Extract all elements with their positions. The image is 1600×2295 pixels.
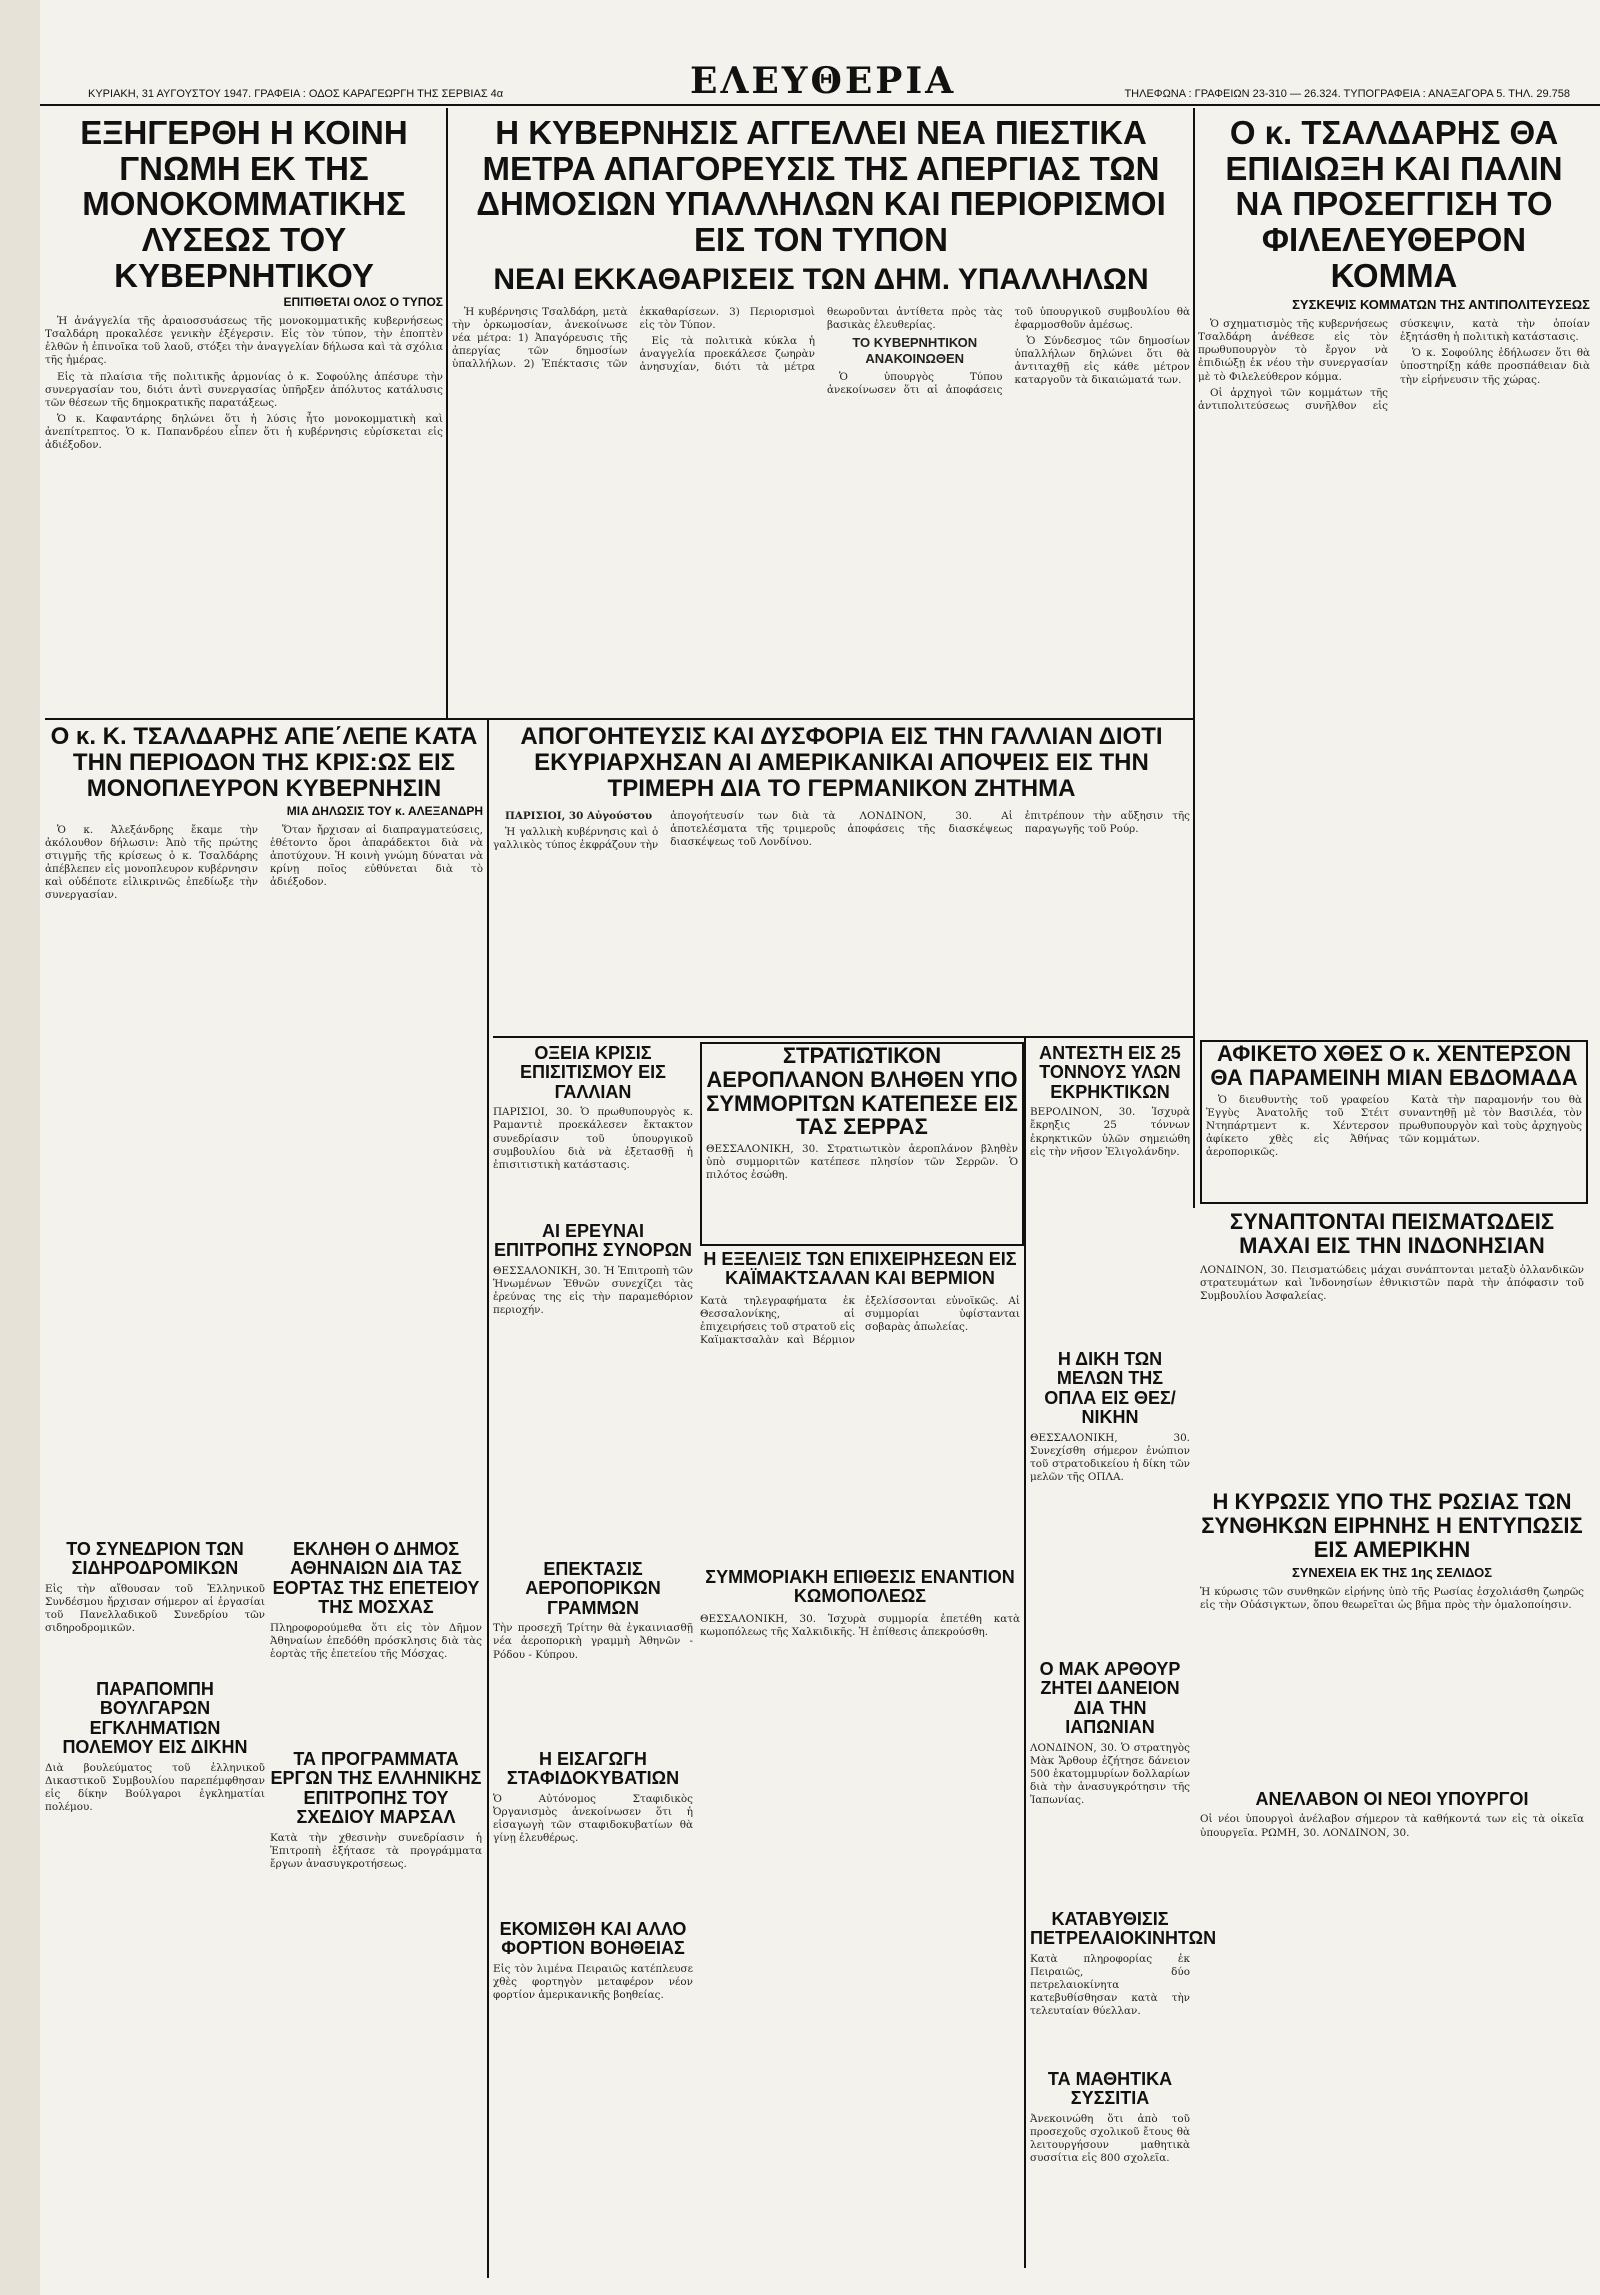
article-body: Κατὰ τὴν χθεσινὴν συνεδρίασιν ἡ Ἐπιτροπὴ ἐξήτασε τὰ προγράμματα ἔργων ἀνασυγκροτήσεως.: [270, 1831, 482, 1870]
headline: ΕΚΛΗΘΗ Ο ΔΗΜΟΣ ΑΘΗΝΑΙΩΝ ΔΙΑ ΤΑΣ ΕΟΡΤΑΣ ΤΗΣ ΕΠΕΤΕΙΟΥ ΤΗΣ ΜΟΣΧΑΣ: [272, 1539, 480, 1618]
headline: Η ΚΥΒΕΡΝΗΣΙΣ ΑΓΓΕΛΛΕΙ ΝΕΑ ΠΙΕΣΤΙΚΑ ΜΕΤΡΑ ΑΠΑΓΟΡΕΥΣΙΣ ΤΗΣ ΑΠΕΡΓΙΑΣ ΤΩΝ ΔΗΜΟΣΙΩΝ ΥΠΑΛΛΗΛΩΝ ΚΑΙ ΠΕΡΙΟΡΙΣΜΟΙ ΕΙΣ ΤΟΝ ΤΥΠΟΝ: [476, 114, 1166, 258]
article-france-food-crisis: [493, 1044, 693, 1214]
box-title: ΤΟ ΚΥΒΕΡΝΗΤΙΚΟΝ ΑΝΑΚΟΙΝΩΘΕΝ: [852, 335, 978, 367]
paragraph: Κατὰ τὴν παραμονήν του θὰ συναντηθῇ μὲ τὸν Βασιλέα, τὸν πρωθυπουργὸν καὶ τοὺς ἀρχηγοὺς τῶν κομμάτων.: [1399, 1093, 1582, 1145]
article-peace-treaties: [1200, 1490, 1584, 1780]
masthead-phones: ΤΗΛΕΦΩΝΑ : ΓΡΑΦΕΙΩΝ 23-310 — 26.324. ΤΥΠΟΓΡΑΦΕΙΑ : ΑΝΑΞΑΓΟΡΑ 5. ΤΗΛ. 29.758: [1124, 88, 1570, 100]
paragraph: Ἡ γαλλικὴ κυβέρνησις καὶ ὁ γαλλικὸς τύπος ἐκφράζουν τὴν ἀπογοήτευσίν των διὰ τὰ ἀποτελέσματα τῆς τριμεροῦς διασκέψεως τοῦ Λονδίνου.: [493, 809, 836, 851]
headline: ΤΟ ΣΥΝΕΔΡΙΟΝ ΤΩΝ ΣΙΔΗΡΟΔΡΟΜΙΚΩΝ: [66, 1539, 244, 1579]
headline: ΕΞΗΓΕΡΘΗ Η ΚΟΙΝΗ ΓΝΩΜΗ ΕΚ ΤΗΣ ΜΟΝΟΚΟΜΜΑΤΙΚΗΣ ΛΥΣΕΩΣ ΤΟΥ ΚΥΒΕΡΝΗΤΙΚΟΥ: [80, 114, 408, 294]
article-opla-trial: [1030, 1350, 1190, 1650]
paragraph: Ὁ σχηματισμὸς τῆς κυβερνήσεως Τσαλδάρη ἀνέθεσε εἰς τὸν πρωθυπουργὸν τὸ ἔργον νὰ ἐπιδιώξῃ ἐκ νέου τὴν συνεργασίαν μὲ τὸ Φιλελεύθερον κόμμα.: [1198, 318, 1388, 383]
headline: ΑΝΕΛΑΒΟΝ ΟΙ ΝΕΟΙ ΥΠΟΥΡΓΟΙ: [1255, 1789, 1529, 1809]
article-body: ΛΟΝΔΙΝΟΝ, 30. Ὁ στρατηγὸς Μὰκ Ἄρθουρ ἐζήτησε δάνειον 500 ἑκατομμυρίων δολλαρίων διὰ τὴν ἀνασυγκρότησιν τῆς Ἰαπωνίας.: [1030, 1741, 1190, 1807]
article-body: Οἱ νέοι ὑπουργοὶ ἀνέλαβον σήμερον τὰ καθήκοντά των εἰς τὰ οἰκεῖα ὑπουργεῖα. ΡΩΜΗ, 30. ΛΟΝΔΙΝΟΝ, 30.: [1200, 1813, 1584, 1839]
paragraph: Ὁ ὑπουργὸς Τύπου ἀνεκοίνωσεν ὅτι αἱ ἀποφάσεις τοῦ ὑπουργικοῦ συμβουλίου θὰ ἐφαρμοσθοῦν ἀμέσως.: [827, 305, 1190, 396]
article-body: Εἰς τὴν αἴθουσαν τοῦ Ἑλληνικοῦ Συνδέσμου ἤρχισαν σήμερον αἱ ἐργασίαι τοῦ Πανελλαδικοῦ Συνεδρίου τῶν σιδηροδρομικῶν.: [45, 1582, 265, 1635]
article-macarthur-loan: [1030, 1660, 1190, 1900]
article-body: [1202, 1090, 1586, 1188]
article-air-routes: [493, 1560, 693, 1740]
paragraph: Ὁ Σύνδεσμος τῶν δημοσίων ὑπαλλήλων δηλώνει ὅτι θὰ ἀντιταχθῇ εἰς κάθε μέτρον καταργοῦν τὰ δικαιώματά των.: [1014, 335, 1190, 387]
paragraph: ΛΟΝΔΙΝΟΝ, 30. Αἱ ἀποφάσεις τῆς διασκέψεως ἐπιτρέπουν τὴν αὔξησιν τῆς παραγωγῆς τοῦ Ρούρ.: [847, 809, 1190, 835]
subhead: ΝΕΑΙ ΕΚΚΑΘΑΡΙΣΕΙΣ ΤΩΝ ΔΗΜ. ΥΠΑΛΛΗΛΩΝ: [493, 262, 1149, 296]
article-explosives: [1030, 1044, 1190, 1344]
article-operations: [700, 1250, 1020, 1560]
headline: ΑΦΙΚΕΤΟ ΧΘΕΣ Ο κ. ΧΕΝΤΕΡΣΟΝ ΘΑ ΠΑΡΑΜΕΙΝΗ ΜΙΑΝ ΕΒΔΟΜΑΔΑ: [1210, 1041, 1578, 1090]
article-raid-town: [700, 1568, 1020, 1788]
article-body: ΘΕΣΣΑΛΟΝΙΚΗ, 30. Συνεχίσθη σήμερον ἐνώπιον τοῦ στρατοδικείου ἡ δίκη τῶν μελῶν τῆς ΟΠΛΑ.: [1030, 1431, 1190, 1484]
article-new-measures: [452, 115, 1190, 715]
masthead-date-line: ΚΥΡΙΑΚΗ, 31 ΑΥΓΟΥΣΤΟΥ 1947. ΓΡΑΦΕΙΑ : ΟΔΟΣ ΚΑΡΑΓΕΩΡΓΗ ΤΗΣ ΣΕΡΒΙΑΣ 4α: [88, 88, 504, 100]
paragraph: Εἰς τὰ πλαίσια τῆς πολιτικῆς ἀρμονίας ὁ κ. Σοφούλης ἀπέσυρε τὴν συνεργασίαν του, διότι ἀντὶ συνεργασίας ὑπῆρξεν ἀπόλυτος κατάλυσις τῶν θέσεων τῆς δημοκρατικῆς παρατάξεως.: [45, 370, 443, 409]
article-body: Τὴν προσεχῆ Τρίτην θὰ ἐγκαινιασθῇ νέα ἀεροπορικὴ γραμμὴ Ἀθηνῶν - Ρόδου - Κύπρου.: [493, 1622, 693, 1661]
article-body: ΘΕΣΣΑΛΟΝΙΚΗ, 30. Ἰσχυρὰ συμμορία ἐπετέθη κατὰ κωμοπόλεως τῆς Χαλκιδικῆς. Ἡ ἐπίθεσις ἀπεκρούσθη.: [700, 1612, 1020, 1638]
article-body: ΘΕΣΣΑΛΟΝΙΚΗ, 30. Ἡ Ἐπιτροπὴ τῶν Ἡνωμένων Ἐθνῶν συνεχίζει τὰς ἐρεύνας της εἰς τὴν παραμεθόριον περιοχήν.: [493, 1264, 693, 1317]
scan-margin: [0, 0, 40, 2295]
paragraph: Ὁ κ. Ἀλεξάνδρης ἔκαμε τὴν ἀκόλουθον δήλωσιν: Ἀπὸ τῆς πρώτης στιγμῆς τῆς κρίσεως ὁ κ. Τσαλδάρης ἀπέβλεπεν εἰς μονοπλευρον κυβέρνησιν καὶ οὐδέποτε εἰλικρινῶς ἐπεδίωξε τὴν συνεργασίαν.: [45, 823, 258, 902]
article-body: [45, 824, 483, 1524]
headline: ΟΞΕΙΑ ΚΡΙΣΙΣ ΕΠΙΣΙΤΙΣΜΟΥ ΕΙΣ ΓΑΛΛΙΑΝ: [520, 1043, 666, 1102]
paragraph: Ἡ κυβέρνησις Τσαλδάρη, μετὰ τὴν ὁρκωμοσίαν, ἀνεκοίνωσε νέα μέτρα: 1) Ἀπαγόρευσις τῆς ἀπεργίας τῶν δημοσίων ὑπαλλήλων. 2) Ἐπέκτασις τῶν ἐκκαθαρίσεων. 3) Περιορισμοὶ εἰς τὸν Τύπον.: [452, 305, 815, 371]
headline: ΑΝΤΕΣΤΗ ΕΙΣ 25 ΤΟΝΝΟΥΣ ΥΛΩΝ ΕΚΡΗΚΤΙΚΩΝ: [1039, 1043, 1181, 1102]
article-henderson-arrival: [1200, 1040, 1588, 1204]
article-railway-congress: [45, 1540, 265, 1670]
divider: [45, 718, 1193, 720]
dateline: ΠΑΡΙΣΙΟΙ, 30 Αὐγούστου: [505, 809, 653, 822]
headline: Η ΕΙΣΑΓΩΓΗ ΣΤΑΦΙΔΟΚΥΒΑΤΙΩΝ: [506, 1749, 680, 1789]
subhead: ΜΙΑ ΔΗΛΩΣΙΣ ΤΟΥ κ. ΑΛΕΞΑΝΔΡΗ: [286, 803, 483, 818]
article-body: Ἡ κύρωσις τῶν συνθηκῶν εἰρήνης ὑπὸ τῆς Ρωσίας ἐσχολιάσθη ζωηρῶς εἰς τὴν Οὐάσιγκτων, ὅπου θεωρεῖται ὡς βῆμα πρὸς τὴν ὁμαλοποίησιν.: [1200, 1586, 1584, 1612]
column-rule: [446, 108, 448, 718]
headline: Η ΚΥΡΩΣΙΣ ΥΠΟ ΤΗΣ ΡΩΣΙΑΣ ΤΩΝ ΣΥΝΘΗΚΩΝ ΕΙΡΗΝΗΣ Η ΕΝΤΥΠΩΣΙΣ ΕΙΣ ΑΜΕΡΙΚΗΝ: [1201, 1489, 1583, 1562]
paragraph: Ὁ διευθυντὴς τοῦ γραφείου Ἐγγὺς Ἀνατολῆς τοῦ Στέιτ Ντηπάρτμεντ κ. Χέντερσον ἀφίκετο χθὲς εἰς Ἀθήνας ἀεροπορικῶς.: [1206, 1093, 1389, 1158]
paragraph: Οἱ ἀρχηγοὶ τῶν κομμάτων τῆς ἀντιπολιτεύσεως συνῆλθον εἰς σύσκεψιν, κατὰ τὴν ὁποίαν ἐξητάσθη ἡ πολιτικὴ κατάστασις.: [1198, 318, 1590, 412]
article-body: Διὰ βουλεύματος τοῦ ἐλληνικοῦ Δικαστικοῦ Συμβουλίου παρεπέμφθησαν εἰς δίκην Βούλγαροι ἐγκληματίαι πολέμου.: [45, 1761, 265, 1814]
subhead: ΣΥΝΕΧΕΙΑ ΕΚ ΤΗΣ 1ης ΣΕΛΙΔΟΣ: [1291, 1565, 1493, 1581]
article-body: [1198, 318, 1590, 528]
column-rule: [1024, 1038, 1026, 2268]
article-body: Κατὰ τηλεγραφήματα ἐκ Θεσσαλονίκης, αἱ ἐπιχειρήσεις τοῦ στρατοῦ εἰς Καϊμακτσαλὰν καὶ Βέρμιον ἐξελίσσονται εὐνοϊκῶς. Αἱ συμμορίαι ὑφίστανται σοβαρὰς ἀπωλείας.: [700, 1294, 1020, 1347]
headline: Ο κ. Κ. ΤΣΑΛΔΑΡΗΣ ΑΠΕ΄ΛΕΠΕ ΚΑΤΑ ΤΗΝ ΠΕΡΙΟΔΟΝ ΤΗΣ ΚΡΙΣ:ΩΣ ΕΙΣ ΜΟΝΟΠΛΕΥΡΟΝ ΚΥΒΕΡΝΗΣΙΝ: [50, 723, 478, 802]
headline: ΣΥΜΜΟΡΙΑΚΗ ΕΠΙΘΕΣΙΣ ΕΝΑΝΤΙΟΝ ΚΩΜΟΠΟΛΕΩΣ: [705, 1567, 1015, 1607]
headline: ΠΑΡΑΠΟΜΠΗ ΒΟΥΛΓΑΡΩΝ ΕΓΚΛΗΜΑΤΙΩΝ ΠΟΛΕΜΟΥ ΕΙΣ ΔΙΚΗΝ: [62, 1679, 248, 1758]
article-aid-cargo: [493, 1920, 693, 2080]
article-public-outcry: [45, 115, 443, 715]
subhead: ΣΥΣΚΕΨΙΣ ΚΟΜΜΑΤΩΝ ΤΗΣ ΑΝΤΙΠΟΛΙΤΕΥΣΕΩΣ: [1292, 297, 1590, 313]
newspaper-title: ΕΛΕΥΘΕΡΙΑ: [690, 60, 957, 102]
article-bulgarian-war-criminals: [45, 1680, 265, 2060]
headline: ΤΑ ΠΡΟΓΡΑΜΜΑΤΑ ΕΡΓΩΝ ΤΗΣ ΕΛΛΗΝΙΚΗΣ ΕΠΙΤΡΟΠΗΣ ΤΟΥ ΣΧΕΔΙΟΥ ΜΑΡΣΑΛ: [270, 1749, 482, 1828]
article-new-ministers: [1200, 1790, 1584, 2260]
headline: Η ΔΙΚΗ ΤΩΝ ΜΕΛΩΝ ΤΗΣ ΟΠΛΑ ΕΙΣ ΘΕΣ/ΝΙΚΗΝ: [1044, 1349, 1176, 1428]
headline: ΣΤΡΑΤΙΩΤΙΚΟΝ ΑΕΡΟΠΛΑΝΟΝ ΒΛΗΘΕΝ ΥΠΟ ΣΥΜΜΟΡΙΤΩΝ ΚΑΤΕΠΕΣΕ ΕΙΣ ΤΑΣ ΣΕΡΡΑΣ: [706, 1043, 1018, 1140]
column-rule: [1193, 108, 1195, 1208]
headline: ΤΑ ΜΑΘΗΤΙΚΑ ΣΥΣΣΙΤΙΑ: [1047, 2069, 1173, 2109]
article-boats-sunk: [1030, 1909, 1217, 2060]
article-indonesia: [1200, 1210, 1584, 1480]
article-marshall-plan: [270, 1750, 482, 1990]
subhead: ΕΠΙΤΙΘΕΤΑΙ ΟΛΟΣ Ο ΤΥΠΟΣ: [283, 295, 443, 310]
paragraph: Ἡ ἀνάγγελία τῆς ἀραιοσσυάσεως τῆς μονοκομματικῆς κυβερνήσεως Τσαλδάρη προκαλέσε γενικὴν ἐξέγερσιν. Εἰς τὸν τύπον, τὴν ἐποπτὲν ἐλθῶν ἡ ἐπινοῖκα τοῦ λαοῦ, στόξει τὴν ἀναγγελίαν δήλωσα καὶ τὰ σχόλια τῆς ἡμέρας.: [45, 315, 443, 367]
divider: [493, 1036, 1193, 1038]
article-border-commission: [493, 1222, 693, 1382]
article-body: ΠΑΡΙΣΙΟΙ, 30. Ὁ πρωθυπουργὸς κ. Ραμαντιὲ προεκάλεσεν ἔκτακτον συνεδρίασιν τοῦ ὑπουργικοῦ συμβουλίου διὰ νὰ ἐξετασθῇ ἡ ἐπισιτιστικὴ κατάστασις.: [493, 1106, 693, 1171]
headline: ΑΙ ΕΡΕΥΝΑΙ ΕΠΙΤΡΟΠΗΣ ΣΥΝΟΡΩΝ: [493, 1221, 693, 1261]
article-raisin-imports: [493, 1750, 693, 1910]
headline: Ο κ. ΤΣΑΛΔΑΡΗΣ ΘΑ ΕΠΙΔΙΩΞΗ ΚΑΙ ΠΑΛΙΝ ΝΑ ΠΡΟΣΕΓΓΙΣΗ ΤΟ ΦΙΛΕΛΕΥΘΕΡΟΝ ΚΟΜΜΑ: [1225, 114, 1563, 294]
headline: ΣΥΝΑΠΤΟΝΤΑΙ ΠΕΙΣΜΑΤΩΔΕΙΣ ΜΑΧΑΙ ΕΙΣ ΤΗΝ ΙΝΔΟΝΗΣΙΑΝ: [1229, 1209, 1555, 1258]
article-body: ΛΟΝΔΙΝΟΝ, 30. Πεισματώδεις μάχαι συνάπτονται μεταξὺ ὁλλανδικῶν στρατευμάτων καὶ Ἰνδονησίων ἐθνικιστῶν παρὰ τὴν ἀπόφασιν τοῦ Συμβουλίου Ἀσφαλείας.: [1200, 1263, 1584, 1302]
paragraph: Εἰς τὰ πολιτικὰ κύκλα ἡ ἀναγγελία προεκάλεσε ζωηρὰν ἀνησυχίαν, διότι τὰ μέτρα θεωροῦνται ἀντίθετα πρὸς τὰς βασικὰς ἐλευθερίας.: [639, 305, 1003, 374]
article-body: Ὁ Αὐτόνομος Σταφιδικὸς Ὀργανισμὸς ἀνεκοίνωσεν ὅτι ἡ εἰσαγωγὴ τῶν σταφιδοκυβατίων θὰ γίνῃ ἐλευθέρως.: [493, 1792, 693, 1845]
headline: ΑΠΟΓΟΗΤΕΥΣΙΣ ΚΑΙ ΔΥΣΦΟΡΙΑ ΕΙΣ ΤΗΝ ΓΑΛΛΙΑΝ ΔΙΟΤΙ ΕΚΥΡΙΑΡΧΗΣΑΝ ΑΙ ΑΜΕΡΙΚΑΝΙΚΑΙ ΑΠΟΨΕΙΣ ΕΙΣ ΤΗΝ ΤΡΙΜΕΡΗ ΔΙΑ ΤΟ ΓΕΡΜΑΝΙΚΟΝ ΖΗΤΗΜΑ: [520, 723, 1163, 802]
headline: Η ΕΞΕΛΙΞΙΣ ΤΩΝ ΕΠΙΧΕΙΡΗΣΕΩΝ ΕΙΣ ΚΑΪΜΑΚΤΣΑΛΑΝ ΚΑΙ ΒΕΡΜΙΟΝ: [703, 1249, 1017, 1289]
article-body: ΒΕΡΟΛΙΝΟΝ, 30. Ἰσχυρὰ ἔκρηξις 25 τόννων ἐκρηκτικῶν ὑλῶν σημειώθη εἰς τὴν νῆσον Ἐλιγολάνδην.: [1030, 1106, 1190, 1158]
headline: ΕΚΟΜΙΣΘΗ ΚΑΙ ΑΛΛΟ ΦΟΡΤΙΟΝ ΒΟΗΘΕΙΑΣ: [499, 1919, 687, 1959]
headline: Ο ΜΑΚ ΑΡΘΟΥΡ ΖΗΤΕΙ ΔΑΝΕΙΟΝ ΔΙΑ ΤΗΝ ΙΑΠΩΝΙΑΝ: [1039, 1659, 1181, 1738]
headline: ΚΑΤΑΒΥΘΙΣΙΣ ΠΕΤΡΕΛΑΙΟΚΙΝΗΤΩΝ: [1030, 1909, 1217, 1949]
paragraph: Ὅταν ἤρχισαν αἱ διαπραγματεύσεις, ἐθέτοντο ὅροι ἀπαράδεκτοι διὰ νὰ ἀποτύχουν. Ἡ κοινὴ γνώμη δύναται νὰ κρίνῃ ποῖος εὐθύνεται διὰ τὸ ἀδιέξοδον.: [270, 823, 483, 889]
article-body: Κατὰ πληροφορίας ἐκ Πειραιῶς, δύο πετρελαιοκίνητα κατεβυθίσθησαν κατὰ τὴν τελευταίαν θύελλαν.: [1030, 1952, 1190, 2018]
headline: ΕΠΕΚΤΑΣΙΣ ΑΕΡΟΠΟΡΙΚΩΝ ΓΡΑΜΜΩΝ: [525, 1559, 661, 1618]
article-plane-shot-down: [700, 1042, 1024, 1246]
paragraph: Ὁ κ. Καφαντάρης δηλώνει ὅτι ἡ λύσις ἦτο μονοκομματικὴ καὶ ἀνεπίτρεπτος. Ὁ κ. Παπανδρέου εἶπεν ὅτι ἡ κυβέρνησις εὑρίσκεται εἰς ἀδιέξοδον.: [45, 412, 443, 452]
article-body: Εἰς τὸν λιμένα Πειραιῶς κατέπλευσε χθὲς φορτηγὸν μεταφέρον νέον φορτίον ἀμερικανικῆς βοηθείας.: [493, 1962, 693, 2002]
article-athens-invitation: [270, 1540, 482, 1740]
article-tsaldaris-one-sided: [45, 724, 483, 1534]
article-body: ΘΕΣΣΑΛΟΝΙΚΗ, 30. Στρατιωτικὸν ἀεροπλάνον βληθὲν ὑπὸ συμμοριτῶν κατέπεσε πλησίον τῶν Σερρῶν. Ὁ πιλότος ἐσώθη.: [706, 1143, 1018, 1182]
article-body: Πληροφορούμεθα ὅτι εἰς τὸν Δῆμον Ἀθηναίων ἐπεδόθη πρόσκλησις διὰ τὰς ἑορτὰς τῆς ἐπετείου τῆς Μόσχας.: [270, 1621, 482, 1660]
paragraph: Ὁ κ. Σοφούλης ἐδήλωσεν ὅτι θὰ ὑποστηρίξῃ κάθε προσπάθειαν διὰ τὴν εἰρήνευσιν τῆς χώρας.: [1400, 347, 1590, 386]
article-body: [452, 306, 1190, 726]
article-school-meals: [1030, 2070, 1190, 2260]
column-rule: [487, 718, 489, 2278]
article-body: Ἀνεκοινώθη ὅτι ἀπὸ τοῦ προσεχοῦς σχολικοῦ ἔτους θὰ λειτουργήσουν μαθητικὰ συσσίτια εἰς 800 σχολεῖα.: [1030, 2112, 1190, 2165]
masthead: [40, 60, 1600, 106]
article-france-disappointment: [493, 724, 1190, 1034]
article-body: [493, 810, 1190, 1000]
article-body: [45, 315, 443, 452]
